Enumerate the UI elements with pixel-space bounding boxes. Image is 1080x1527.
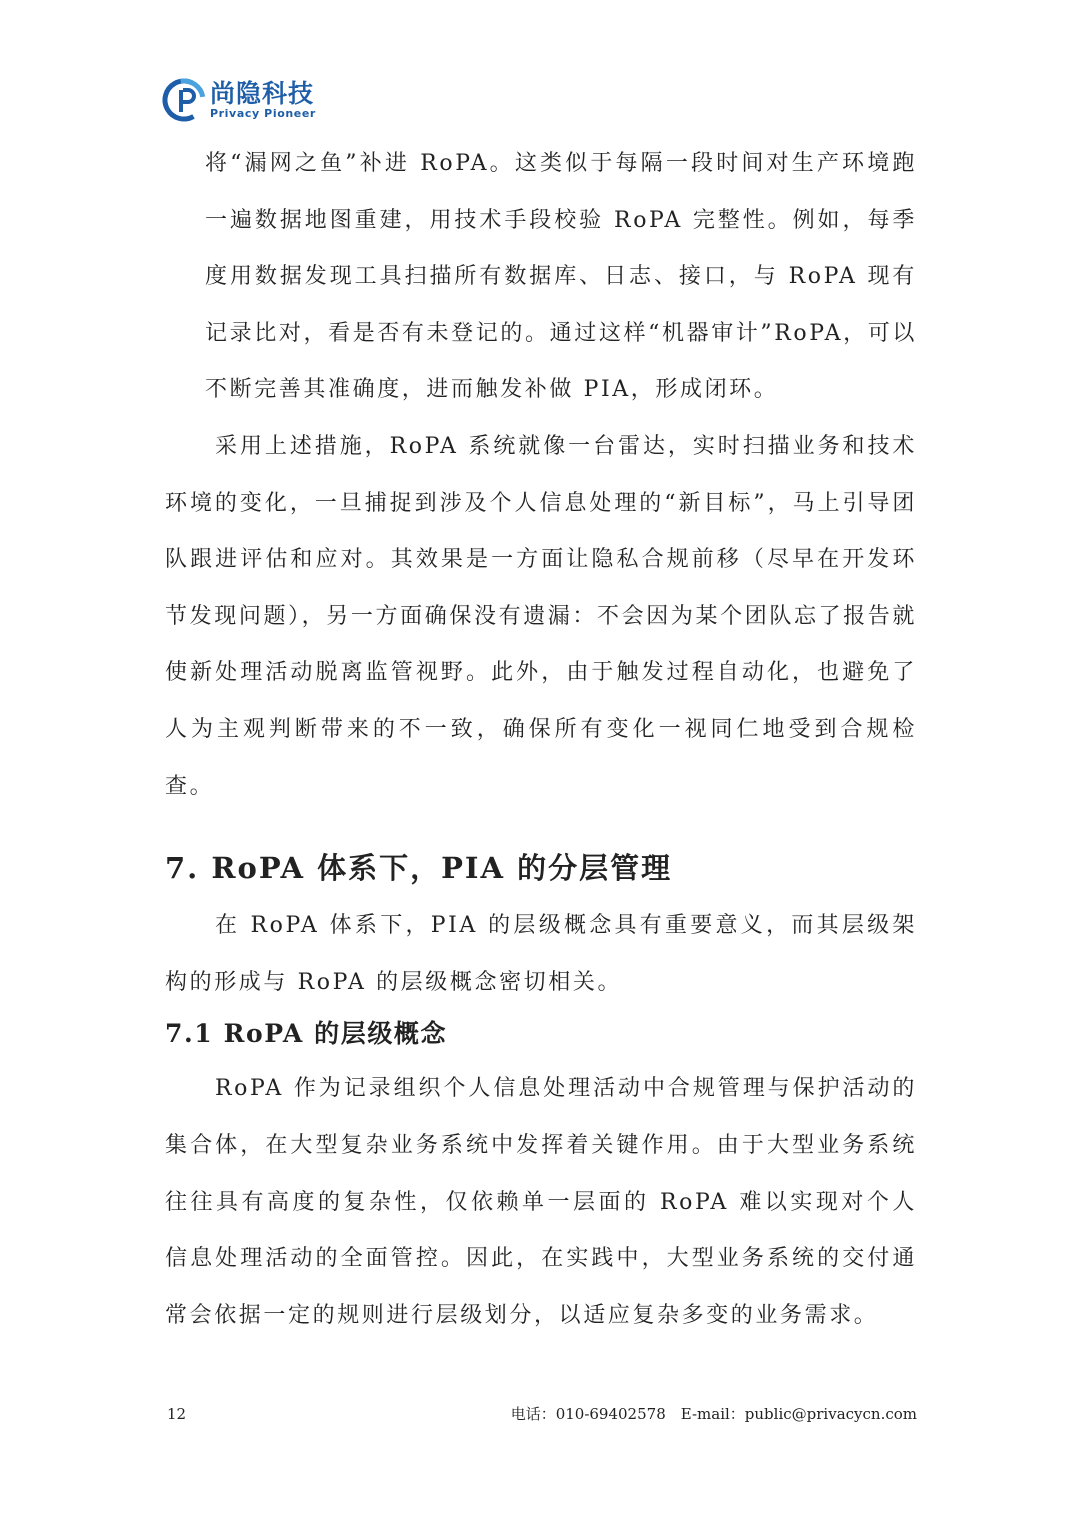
- paragraph-radar: 采用上述措施，RoPA 系统就像一台雷达，实时扫描业务和技术环境的变化，一旦捕捉到涉及个人信息处理的“新目标”，马上引导团队跟进评估和应对。其效果是一方面让隐私合规前移（尽早在开发环节发现问题），另一方面确保没有遗漏：不会因为某个团队忘了报告就使新处理活动脱离监管视野。此外，由于触发过程自动化，也避免了人为主观判断带来的不一致，确保所有变化一视同仁地受到合规检查。: [165, 433, 917, 799]
- subsection-heading-7-1: 7.1 RoPA 的层级概念: [165, 1019, 448, 1049]
- section-heading-7: 7. RoPA 体系下，PIA 的分层管理: [165, 851, 673, 886]
- logo-english-name: Privacy Pioneer: [210, 107, 316, 120]
- privacy-pioneer-logo-icon: [162, 78, 206, 122]
- paragraph-ropa-levels: RoPA 作为记录组织个人信息处理活动中合规管理与保护活动的集合体，在大型复杂业务系统中发挥着关键作用。由于大型业务系统往往具有高度的复杂性，仅依赖单一层面的 RoPA 难以实现对个人信息处理活动的全面管控。因此，在实践中，大型业务系统的交付通常会依据一定的规则进行层级划分，以适应复杂多变的业务需求。: [165, 1076, 917, 1328]
- paragraph-continued: 将“漏网之鱼”补进 RoPA。这类似于每隔一段时间对生产环境跑一遍数据地图重建，用技术手段校验 RoPA 完整性。例如，每季度用数据发现工具扫描所有数据库、日志、接口，与 RoPA 现有记录比对，看是否有未登记的。通过这样“机器审计”RoPA，可以不断完善其准确度，进而触发补做 PIA，形成闭环。: [205, 151, 917, 403]
- footer-contact-info: 电话：010-69402578 E-mail：public@privacycn.com: [510, 1405, 917, 1423]
- logo-text: [210, 80, 316, 120]
- logo-chinese-name: 尚隐科技: [210, 79, 315, 108]
- page-number: 12: [167, 1405, 187, 1423]
- page-footer: [165, 1403, 917, 1425]
- document-body: [165, 136, 917, 1344]
- page-header: [162, 76, 316, 124]
- paragraph-section-7-intro: 在 RoPA 体系下，PIA 的层级概念具有重要意义，而其层级架构的形成与 RoPA 的层级概念密切相关。: [165, 913, 917, 995]
